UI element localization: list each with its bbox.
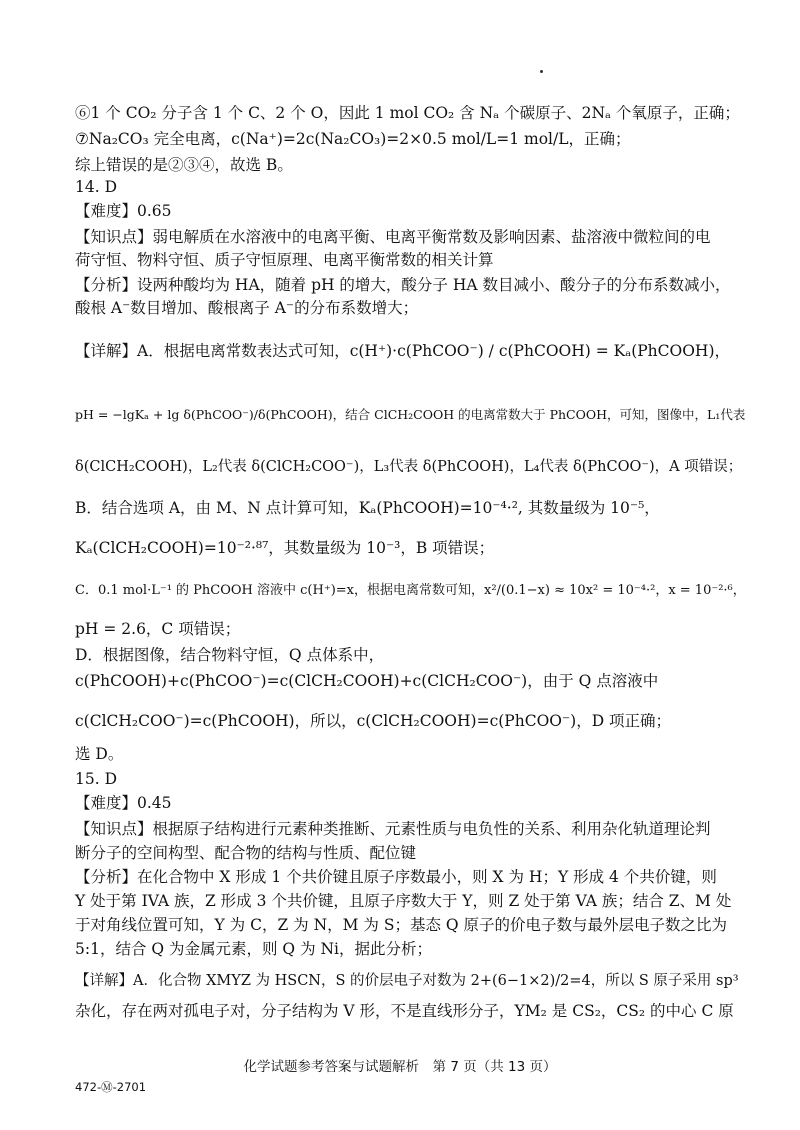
- text-line: B．结合选项 A，由 M、N 点计算可知，Kₐ(PhCOOH)=10⁻⁴·², 其数量级为 10⁻⁵，: [75, 499, 660, 517]
- text-line: 【分析】在化合物中 X 形成 1 个共价键且原子序数最小，则 X 为 H；Y 形成 4 个共价键，则: [75, 868, 717, 886]
- text-line: 酸根 A⁻数目增加、酸根离子 A⁻的分布系数增大；: [75, 299, 419, 317]
- text-line: 【知识点】弱电解质在水溶液中的电离平衡、电离平衡常数及影响因素、盐溶液中微粒间的电: [75, 228, 711, 246]
- text-line: 断分子的空间构型、配合物的结构与性质、配位键: [75, 844, 417, 862]
- text-line: Y 处于第 IVA 族，Z 形成 3 个共价键，且原子序数大于 Y，则 Z 处于第 VA 族；结合 Z、M 处: [75, 892, 732, 910]
- text-line: c(ClCH₂COO⁻)=c(PhCOOH)，所以，c(ClCH₂COOH)=c(PhCOO⁻)，D 项正确；: [75, 712, 672, 730]
- text-line: 综上错误的是②③④，故选 B。: [75, 156, 293, 174]
- text-line: C．0.1 mol·L⁻¹ 的 PhCOOH 溶液中 c(H⁺)=x，根据电离常数可知，x²/(0.1−x) ≈ 10x² = 10⁻⁴·²，x = 10⁻²·⁶，: [75, 583, 746, 598]
- text-line: pH = −lgKₐ + lg δ(PhCOO⁻)/δ(PhCOOH)，结合 ClCH₂COOH 的电离常数大于 PhCOOH，可知，图像中，L₁代表: [75, 407, 746, 422]
- question-number: 15. D: [75, 770, 118, 788]
- text-line: Kₐ(ClCH₂COOH)=10⁻²·⁸⁷，其数量级为 10⁻³，B 项错误；: [75, 539, 495, 557]
- text-line: 【详解】A．根据电离常数表达式可知，c(H⁺)·c(PhCOO⁻) / c(PhCOOH) = Kₐ(PhCOOH)，: [75, 342, 730, 360]
- text-line: 5:1，结合 Q 为金属元素，则 Q 为 Ni，据此分析；: [75, 940, 433, 958]
- text-line: 杂化，存在两对孤电子对，分子结构为 V 形，不是直线形分子，YM₂ 是 CS₂，CS₂ 的中心 C 原: [75, 1002, 734, 1020]
- difficulty: 【难度】0.65: [75, 202, 172, 220]
- difficulty: 【难度】0.45: [75, 794, 172, 812]
- page-footer: 化学试题参考答案与试题解析 第 7 页（共 13 页）: [243, 1059, 557, 1075]
- text-line: ⑥1 个 CO₂ 分子含 1 个 C、2 个 O，因此 1 mol CO₂ 含 Nₐ 个碳原子、2Nₐ 个氧原子，正确；: [75, 104, 740, 122]
- text-line: 选 D。: [75, 745, 124, 763]
- scan-dot: [540, 70, 543, 73]
- text-line: 于对角线位置可知，Y 为 C，Z 为 N，M 为 S；基态 Q 原子的价电子数与最外层电子数之比为: [75, 916, 728, 934]
- text-line: 【分析】设两种酸均为 HA，随着 pH 的增大，酸分子 HA 数目减小、酸分子的分布系数减小，: [75, 276, 731, 294]
- document-code: 472-Ⓜ-2701: [75, 1080, 147, 1094]
- question-number: 14. D: [75, 178, 118, 196]
- text-line: 【知识点】根据原子结构进行元素种类推断、元素性质与电负性的关系、利用杂化轨道理论判: [75, 820, 711, 838]
- text-line: 荷守恒、物料守恒、质子守恒原理、电离平衡常数的相关计算: [75, 251, 494, 269]
- text-line: δ(ClCH₂COOH)，L₂代表 δ(ClCH₂COO⁻)，L₃代表 δ(PhCOOH)，L₄代表 δ(PhCOO⁻)，A 项错误；: [75, 459, 743, 475]
- text-line: pH = 2.6，C 项错误；: [75, 620, 241, 638]
- text-line: D．根据图像，结合物料守恒，Q 点体系中，: [75, 646, 385, 664]
- text-line: 【详解】A．化合物 XMYZ 为 HSCN，S 的价层电子对数为 2+(6−1×2)/2=4，所以 S 原子采用 sp³: [75, 973, 739, 989]
- text-line: ⑦Na₂CO₃ 完全电离，c(Na⁺)=2c(Na₂CO₃)=2×0.5 mol/L=1 mol/L，正确；: [75, 130, 631, 148]
- text-line: c(PhCOOH)+c(PhCOO⁻)=c(ClCH₂COOH)+c(ClCH₂COO⁻)，由于 Q 点溶液中: [75, 672, 659, 690]
